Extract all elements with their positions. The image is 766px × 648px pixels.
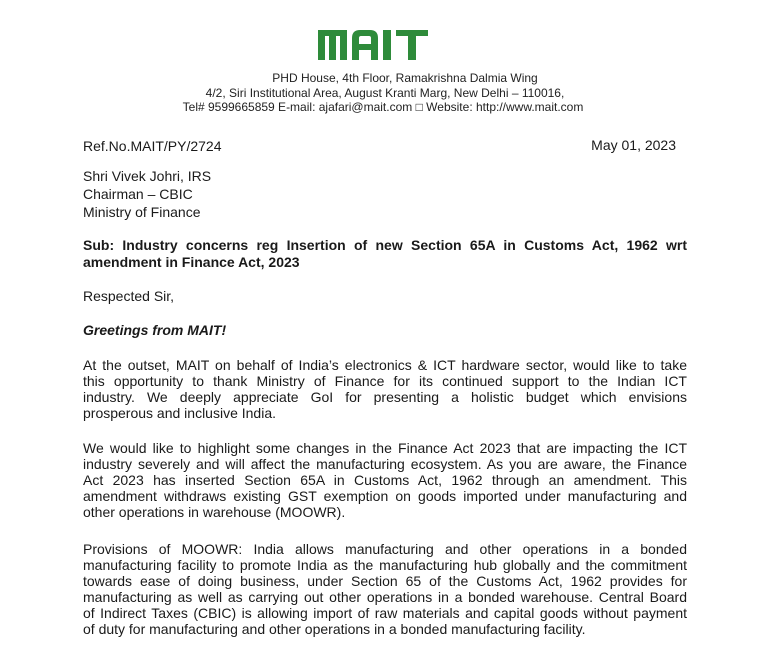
paragraph-line: other operations in warehouse (MOOWR). — [83, 504, 346, 520]
paragraph-line: industry. We deeply appreciate GoI for presenting a holistic budget which envisions — [83, 389, 687, 405]
address-line-3: Tel# 9599665859 E-mail: ajafari@mait.com □ Website: http://www.mait.com — [182, 100, 584, 114]
paragraph-line: Act 2023 has inserted Section 65A in Customs Act, 1962 through an amendment. This — [83, 472, 687, 488]
paragraph-line: We would like to highlight some changes in the Finance Act 2023 that are impacting the ICT — [83, 440, 687, 456]
paragraph-1 — [83, 357, 687, 421]
paragraph-3 — [83, 541, 687, 637]
paragraph-line: manufacturing as well as carrying out other operations in a bonded warehouse. Central Board — [83, 589, 687, 605]
paragraph-line: industry severely and will affect the manufacturing ecosystem. As you are aware, the Finance — [83, 456, 687, 472]
paragraph-line: amendment withdraws existing GST exemption on goods imported under manufacturing and — [83, 488, 687, 504]
address-line-2: 4/2, Siri Institutional Area, August Kranti Marg, New Delhi – 110016, — [205, 86, 565, 100]
paragraph-line: manufacturing facility to promote India as the manufacturing hub globally and the commitment — [83, 557, 687, 573]
recipient-name: Shri Vivek Johri, IRS — [83, 168, 212, 184]
greeting: Greetings from MAIT! — [83, 322, 227, 338]
recipient-block — [83, 167, 211, 221]
paragraph-line: prosperous and inclusive India. — [83, 405, 277, 421]
paragraph-line: At the outset, MAIT on behalf of India’s electronics & ICT hardware sector, would like to take — [83, 357, 687, 373]
paragraph-line: of Indirect Taxes (CBIC) is allowing import of raw materials and capital goods without payment — [83, 605, 687, 621]
salutation: Respected Sir, — [83, 288, 175, 304]
address-line-1: PHD House, 4th Floor, Ramakrishna Dalmia Wing — [272, 71, 538, 85]
subject-line: Sub: Industry concerns reg Insertion of new Section 65A in Customs Act, 1962 wrt — [83, 237, 687, 253]
recipient-title: Chairman – CBIC — [83, 186, 193, 202]
paragraph-2 — [83, 440, 687, 520]
paragraph-line: Provisions of MOOWR: India allows manufacturing and other operations in a bonded — [83, 541, 687, 557]
reference-number: Ref.No.MAIT/PY/2724 — [83, 138, 222, 154]
paragraph-line: of duty for manufacturing and other operations in a bonded manufacturing facility. — [83, 621, 586, 637]
paragraph-line: towards ease of doing business, under Section 65 of the Customs Act, 1962 provides for — [83, 573, 687, 589]
subject-line: amendment in Finance Act, 2023 — [83, 254, 300, 270]
mait-logo — [318, 24, 446, 64]
paragraph-line: this opportunity to thank Ministry of Finance for its continued support to the Indian ICT — [83, 373, 687, 389]
recipient-org: Ministry of Finance — [83, 204, 201, 220]
letter-date: May 01, 2023 — [591, 137, 676, 153]
subject — [83, 237, 687, 271]
